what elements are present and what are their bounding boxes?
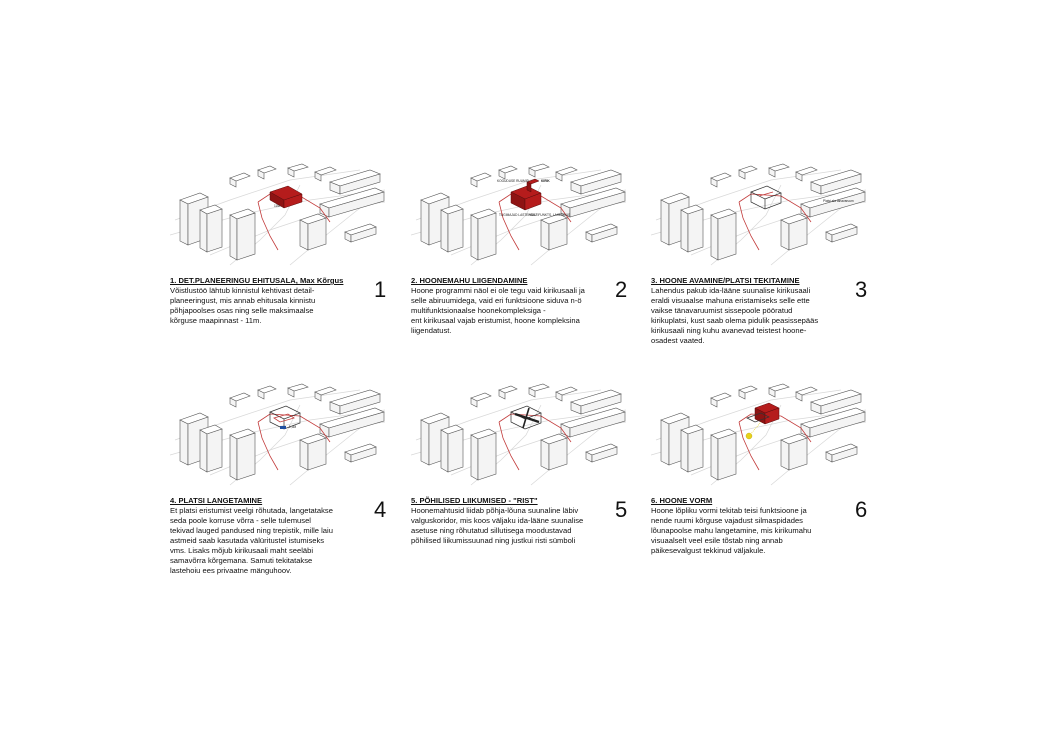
- panel-5: [411, 380, 631, 560]
- panel-description: Lahendus pakub ida-lääne suunalise kirikusaali eraldi visuaalse mahuna eristamiseks selle ette vaikse tänavaruumist sissepoole pööratud kirikuplatsi, kust saab olema pidulik peasissepääs kirikusaali ning kuhu avanevad teistest hoone- osadest vaated.: [651, 286, 819, 345]
- step-number: 1: [374, 277, 387, 302]
- parish-rooms-label: KOGUDUSE RUUMID: [497, 179, 529, 183]
- person-icon: [280, 426, 286, 429]
- panel-title: 2. HOONEMAHU LIIGENDAMINE: [411, 276, 528, 285]
- panel-description: Et platsi eristumist veelgi rõhutada, langetatakse seda poole korruse võrra - selle tulemusel tekivad lauged pandused ning trepistik, mille laiu astmeid saab kasutada välüritustel istumiseks vms. Lisaks mõjub kirikusaali maht seeläbi samavõrra kõrgemana. Samuti tekitatakse lastehoiu ees privaatne mänguhoov.: [170, 506, 333, 575]
- church-label: KIRIK: [541, 179, 550, 183]
- square-label: Platsi ala tänavaruum: [823, 199, 854, 203]
- panel-description: Hoone programmi näol ei ole tegu vaid kirikusaali ja selle abiruumidega, vaid eri funktsioone siduva n-ö multifunktsionaalse hoonekompleksiga - ent kirikusaal vajab eristumist, hoone kompleksina liigendatust.: [411, 286, 585, 335]
- site-diagram-6: [651, 380, 871, 490]
- site-diagram-3: [651, 160, 871, 270]
- site-diagram-5: [411, 380, 631, 490]
- step-number: 5: [615, 497, 628, 522]
- level-label: -1,5M: [288, 425, 297, 429]
- panel-title: 6. HOONE VORM: [651, 496, 713, 505]
- panel-description: Võistlustöö lähtub kinnistul kehtivast detail- planeeringust, mis annab ehitusala kinnistu põhjapoolses osas ning selle maksimaalse kõrguse maapinnast - 11m.: [170, 286, 316, 325]
- panel-6: [651, 380, 871, 560]
- daycare-label: TUGIMAJAD LASTEHOIU: [499, 213, 537, 217]
- step-number: 6: [855, 497, 868, 522]
- height-label: 11M: [274, 204, 280, 208]
- panel-description: Hoonemahtusid liidab põhja-lõuna suunaline läbiv valguskoridor, mis koos väljaku ida-lääne suunalise asetuse ning rõhutatud sillutisega moodustavad põhilised liikumissuunad ning justkui risti sümboli: [411, 506, 584, 545]
- step-number: 4: [374, 497, 387, 522]
- panel-description: Hoone lõpliku vormi tekitab teisi funktsioone ja nende ruumi kõrguse vajadust silmaspidades lõunapoolse mahu langetamine, mis kirikumahu visuaalselt veel esile tõstab ning annab päikesevalgust tekkinud väljakule.: [651, 506, 812, 555]
- panel-3: [651, 160, 871, 345]
- panel-title: 1. DET.PLANEERINGU EHITUSALA, Max Kõrgus: [170, 276, 344, 285]
- step-number: 2: [615, 277, 628, 302]
- panel-title: 4. PLATSI LANGETAMINE: [170, 496, 263, 505]
- panel-title: 5. PÕHILISED LIIKUMISED - "RIST": [411, 496, 538, 505]
- site-diagram-2: [411, 160, 631, 270]
- panel-2: [411, 160, 631, 340]
- site-diagram-4: [170, 380, 390, 490]
- panel-1: [170, 160, 390, 340]
- multifunctional-label: MULTIFUNKTS. LAHENDUS: [529, 213, 571, 217]
- step-number: 3: [855, 277, 868, 302]
- panel-4: [170, 380, 390, 575]
- site-diagram-1: [170, 160, 390, 270]
- panel-title: 3. HOONE AVAMINE/PLATSI TEKITAMINE: [651, 276, 800, 285]
